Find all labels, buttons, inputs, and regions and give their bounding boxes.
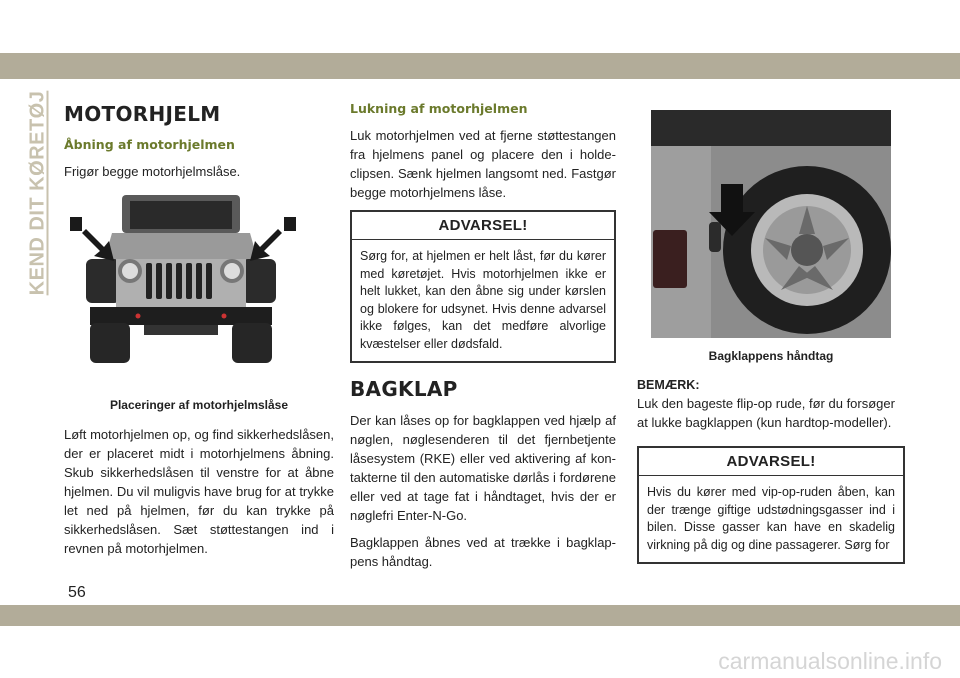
hood-latch-figure [64, 189, 334, 390]
paragraph-safety-catch: Løft motorhjelmen op, og find sikkerhedslåsen, der er placeret midt i motorhjelmens åbning. Skub sikkerhedslåsen til venstre for at åbne hjelmen. Du vil muligvis have brug for at trykke let ned på hjelmen, før du kan trykke på sikkerhedslåsen. Sæt støttestangen ind i revnen på motorhjelmen. [64, 427, 334, 556]
liftgate-illustration [651, 110, 891, 338]
subheading-closing: Lukning af motorhjelmen [350, 101, 528, 116]
section-title-hood: MOTORHJELM [64, 102, 221, 126]
paragraph-close-hood: Luk motorhjelmen ved at fjerne støttestangen fra hjelmens panel og placere den i holdeclipsen. Sænk hjelmen langsomt ned. Fastgør begge motorhjelmens låse. [350, 128, 616, 200]
warning-title: ADVARSEL! [352, 212, 614, 240]
column-hood-closing-liftgate [350, 100, 616, 579]
paragraph-open-liftgate: Bagklappen åbnes ved at trække i bagklappens håndtag. [350, 535, 616, 569]
watermark [0, 648, 960, 675]
figure-caption-hood-latches: Placeringer af motorhjelmslåse [109, 398, 289, 412]
warning-box-hood [350, 210, 616, 363]
note-text: Luk den bageste flip-op rude, før du forsøger at lukke bagklappen (kun hardtop-modeller). [637, 396, 895, 430]
warning-box-exhaust [637, 446, 905, 564]
warning-text: Sørg for, at hjelmen er helt låst, før du kører med køretøjet. Hvis motorhjelmen ikke er helt lukket, kan den åbne sig under kørslen og blokere for udsynet. Hvis denne advarsel ikke følges, kan det medføre alvorlige kvæstelser eller dødsfald. [360, 249, 606, 351]
watermark-text: carmanualsonline.info [718, 648, 942, 674]
side-tab [26, 90, 49, 296]
figure-caption-liftgate-handle: Bagklappens håndtag [708, 349, 834, 363]
section-title-liftgate: BAGKLAP [350, 377, 458, 401]
top-band [0, 53, 960, 79]
warning-text: Hvis du kører med vip-op-ruden åben, kan der trænge giftige udstødningsgasser ind i bilen. Disse gasser kan have en skadelig virkning på dig og dine passagerer. Sørg for [647, 485, 895, 552]
liftgate-handle-figure [651, 110, 905, 343]
page-number: 56 [68, 584, 86, 601]
jeep-front-illustration [64, 189, 334, 385]
column-hood-opening [64, 100, 334, 566]
paragraph-release-latches: Frigør begge motorhjelmslåse. [64, 164, 241, 179]
note-title: BEMÆRK: [637, 378, 700, 392]
warning-title: ADVARSEL! [639, 448, 903, 476]
subheading-opening: Åbning af motorhjelmen [64, 137, 235, 152]
side-tab-label: KEND DIT KØRETØJ [26, 90, 49, 296]
paragraph-unlock-liftgate: Der kan låses op for bagklappen ved hjælp af nøglen, nøglesenderen til det fjernbetjente låsesystem (RKE) eller ved aktivering af kontakterne til den automatiske dørlås i fordørene eller ved at tage fat i håndtaget, hvis der er nøglefri Enter-N-Go. [350, 413, 616, 523]
column-liftgate-handle [637, 100, 905, 576]
bottom-band [0, 605, 960, 626]
